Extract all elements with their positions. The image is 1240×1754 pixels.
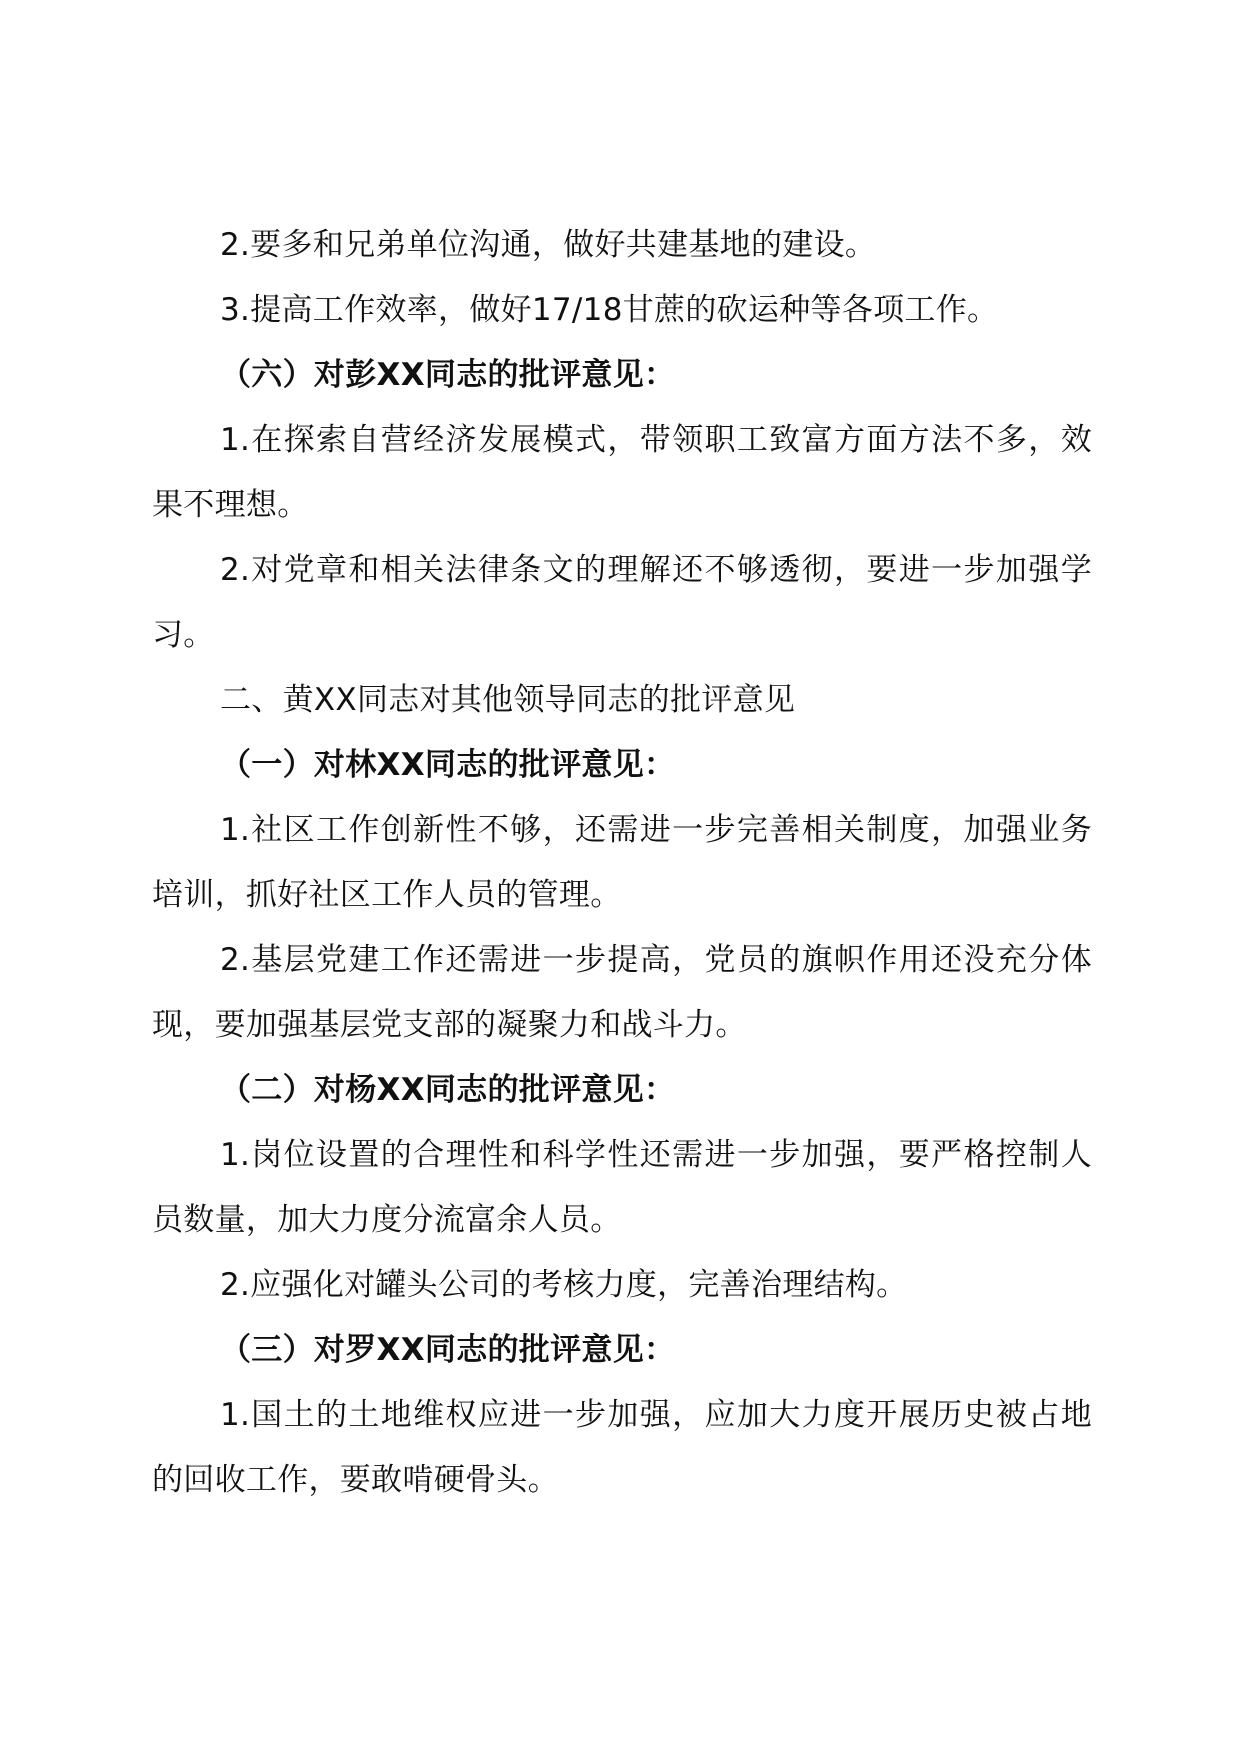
paragraph-luo-1: 1.国土的土地维权应进一步加强，应加大力度开展历史被占地的回收工作，要敢啃硬骨头。 — [152, 1397, 1092, 1498]
heading-luo-criticism: （三）对罗XX同志的批评意见： — [220, 1332, 676, 1368]
heading-lin-criticism: （一）对林XX同志的批评意见： — [220, 747, 676, 783]
paragraph-yang-2: 2.应强化对罐头公司的考核力度，完善治理结构。 — [220, 1267, 908, 1303]
document-body — [152, 213, 1092, 1513]
paragraph-item-3-efficiency: 3.提高工作效率，做好17/18甘蔗的砍运种等各项工作。 — [220, 292, 999, 328]
paragraph-item-2-cooperation: 2.要多和兄弟单位沟通，做好共建基地的建设。 — [220, 227, 877, 263]
paragraph-lin-1: 1.社区工作创新性不够，还需进一步完善相关制度，加强业务培训，抓好社区工作人员的管理。 — [152, 812, 1092, 913]
heading-peng-criticism: （六）对彭XX同志的批评意见： — [220, 357, 676, 393]
paragraph-peng-2: 2.对党章和相关法律条文的理解还不够透彻，要进一步加强学习。 — [152, 552, 1092, 653]
paragraph-peng-1: 1.在探索自营经济发展模式，带领职工致富方面方法不多，效果不理想。 — [152, 422, 1092, 523]
paragraph-lin-2: 2.基层党建工作还需进一步提高，党员的旗帜作用还没充分体现，要加强基层党支部的凝聚力和战斗力。 — [152, 942, 1092, 1043]
paragraph-yang-1: 1.岗位设置的合理性和科学性还需进一步加强，要严格控制人员数量，加大力度分流富余人员。 — [152, 1137, 1092, 1238]
heading-yang-criticism: （二）对杨XX同志的批评意见： — [220, 1072, 676, 1108]
section-title-huang: 二、黄XX同志对其他领导同志的批评意见 — [220, 682, 796, 718]
